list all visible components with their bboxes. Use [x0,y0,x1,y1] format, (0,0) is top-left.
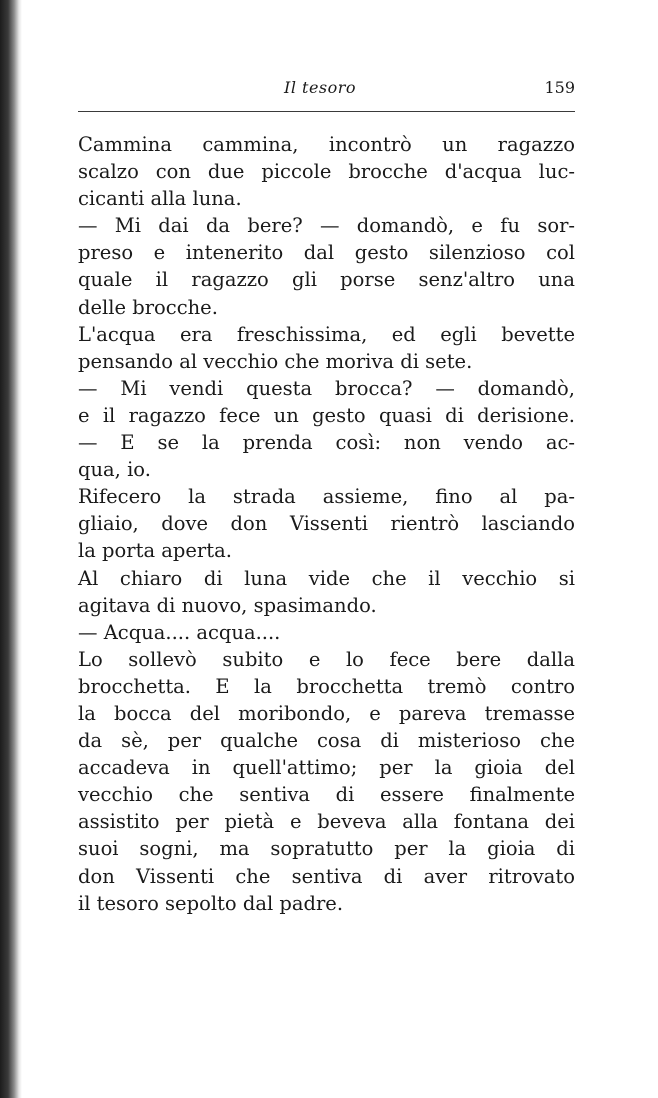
text-line: preso e intenerito dal gesto silenzioso col [78,241,575,265]
text-line: da sè, per qualche cosa di misterioso che [78,729,575,753]
text-line: — Mi dai da bere? — domandò, e fu sor- [78,214,575,238]
text-line: quale il ragazzo gli porse senz'altro una [78,268,575,292]
body-text [78,131,575,917]
header-rule [78,111,575,112]
text-line: don Vissenti che sentiva di aver ritrovato [78,864,575,888]
text-line: Al chiaro di luna vide che il vecchio si [78,566,575,590]
text-line: la bocca del moribondo, e pareva tremasse [78,701,575,725]
text-line: — E se la prenda così: non vendo ac- [78,431,575,455]
page-number: 159 [544,78,575,97]
text-line: agitava di nuovo, spasimando. [78,593,377,617]
text-line: delle brocche. [78,295,218,319]
text-line: L'acqua era freschissima, ed egli bevette [78,322,575,346]
text-line: cicanti alla luna. [78,187,242,211]
text-line: la porta aperta. [78,539,232,563]
text-line: accadeva in quell'attimo; per la gioia del [78,756,575,780]
text-line: — Mi vendi questa brocca? — domandò, [78,376,575,400]
text-line: brocchetta. E la brocchetta tremò contro [78,674,575,698]
text-line: il tesoro sepolto dal padre. [78,891,344,915]
book-binding-edge [0,0,22,1098]
text-line: — Acqua.... acqua.... [78,620,281,644]
text-line: assistito per pietà e beveva alla fontana dei [78,810,575,834]
text-line: qua, io. [78,458,151,482]
text-line: pensando al vecchio che moriva di sete. [78,349,473,373]
text-line: Rifecero la strada assieme, fino al pa- [78,485,575,509]
text-line: suoi sogni, ma sopratutto per la gioia di [78,837,575,861]
text-line: vecchio che sentiva di essere finalmente [78,783,575,807]
running-head [78,78,575,106]
text-line: gliaio, dove don Vissenti rientrò lasciando [78,512,575,536]
text-line: Cammina cammina, incontrò un ragazzo [78,133,575,156]
text-line: e il ragazzo fece un gesto quasi di derisione. [78,403,575,427]
text-line: Lo sollevò subito e lo fece bere dalla [78,647,575,671]
text-line: scalzo con due piccole brocche d'acqua luc- [78,160,575,184]
running-title: Il tesoro [284,78,357,97]
